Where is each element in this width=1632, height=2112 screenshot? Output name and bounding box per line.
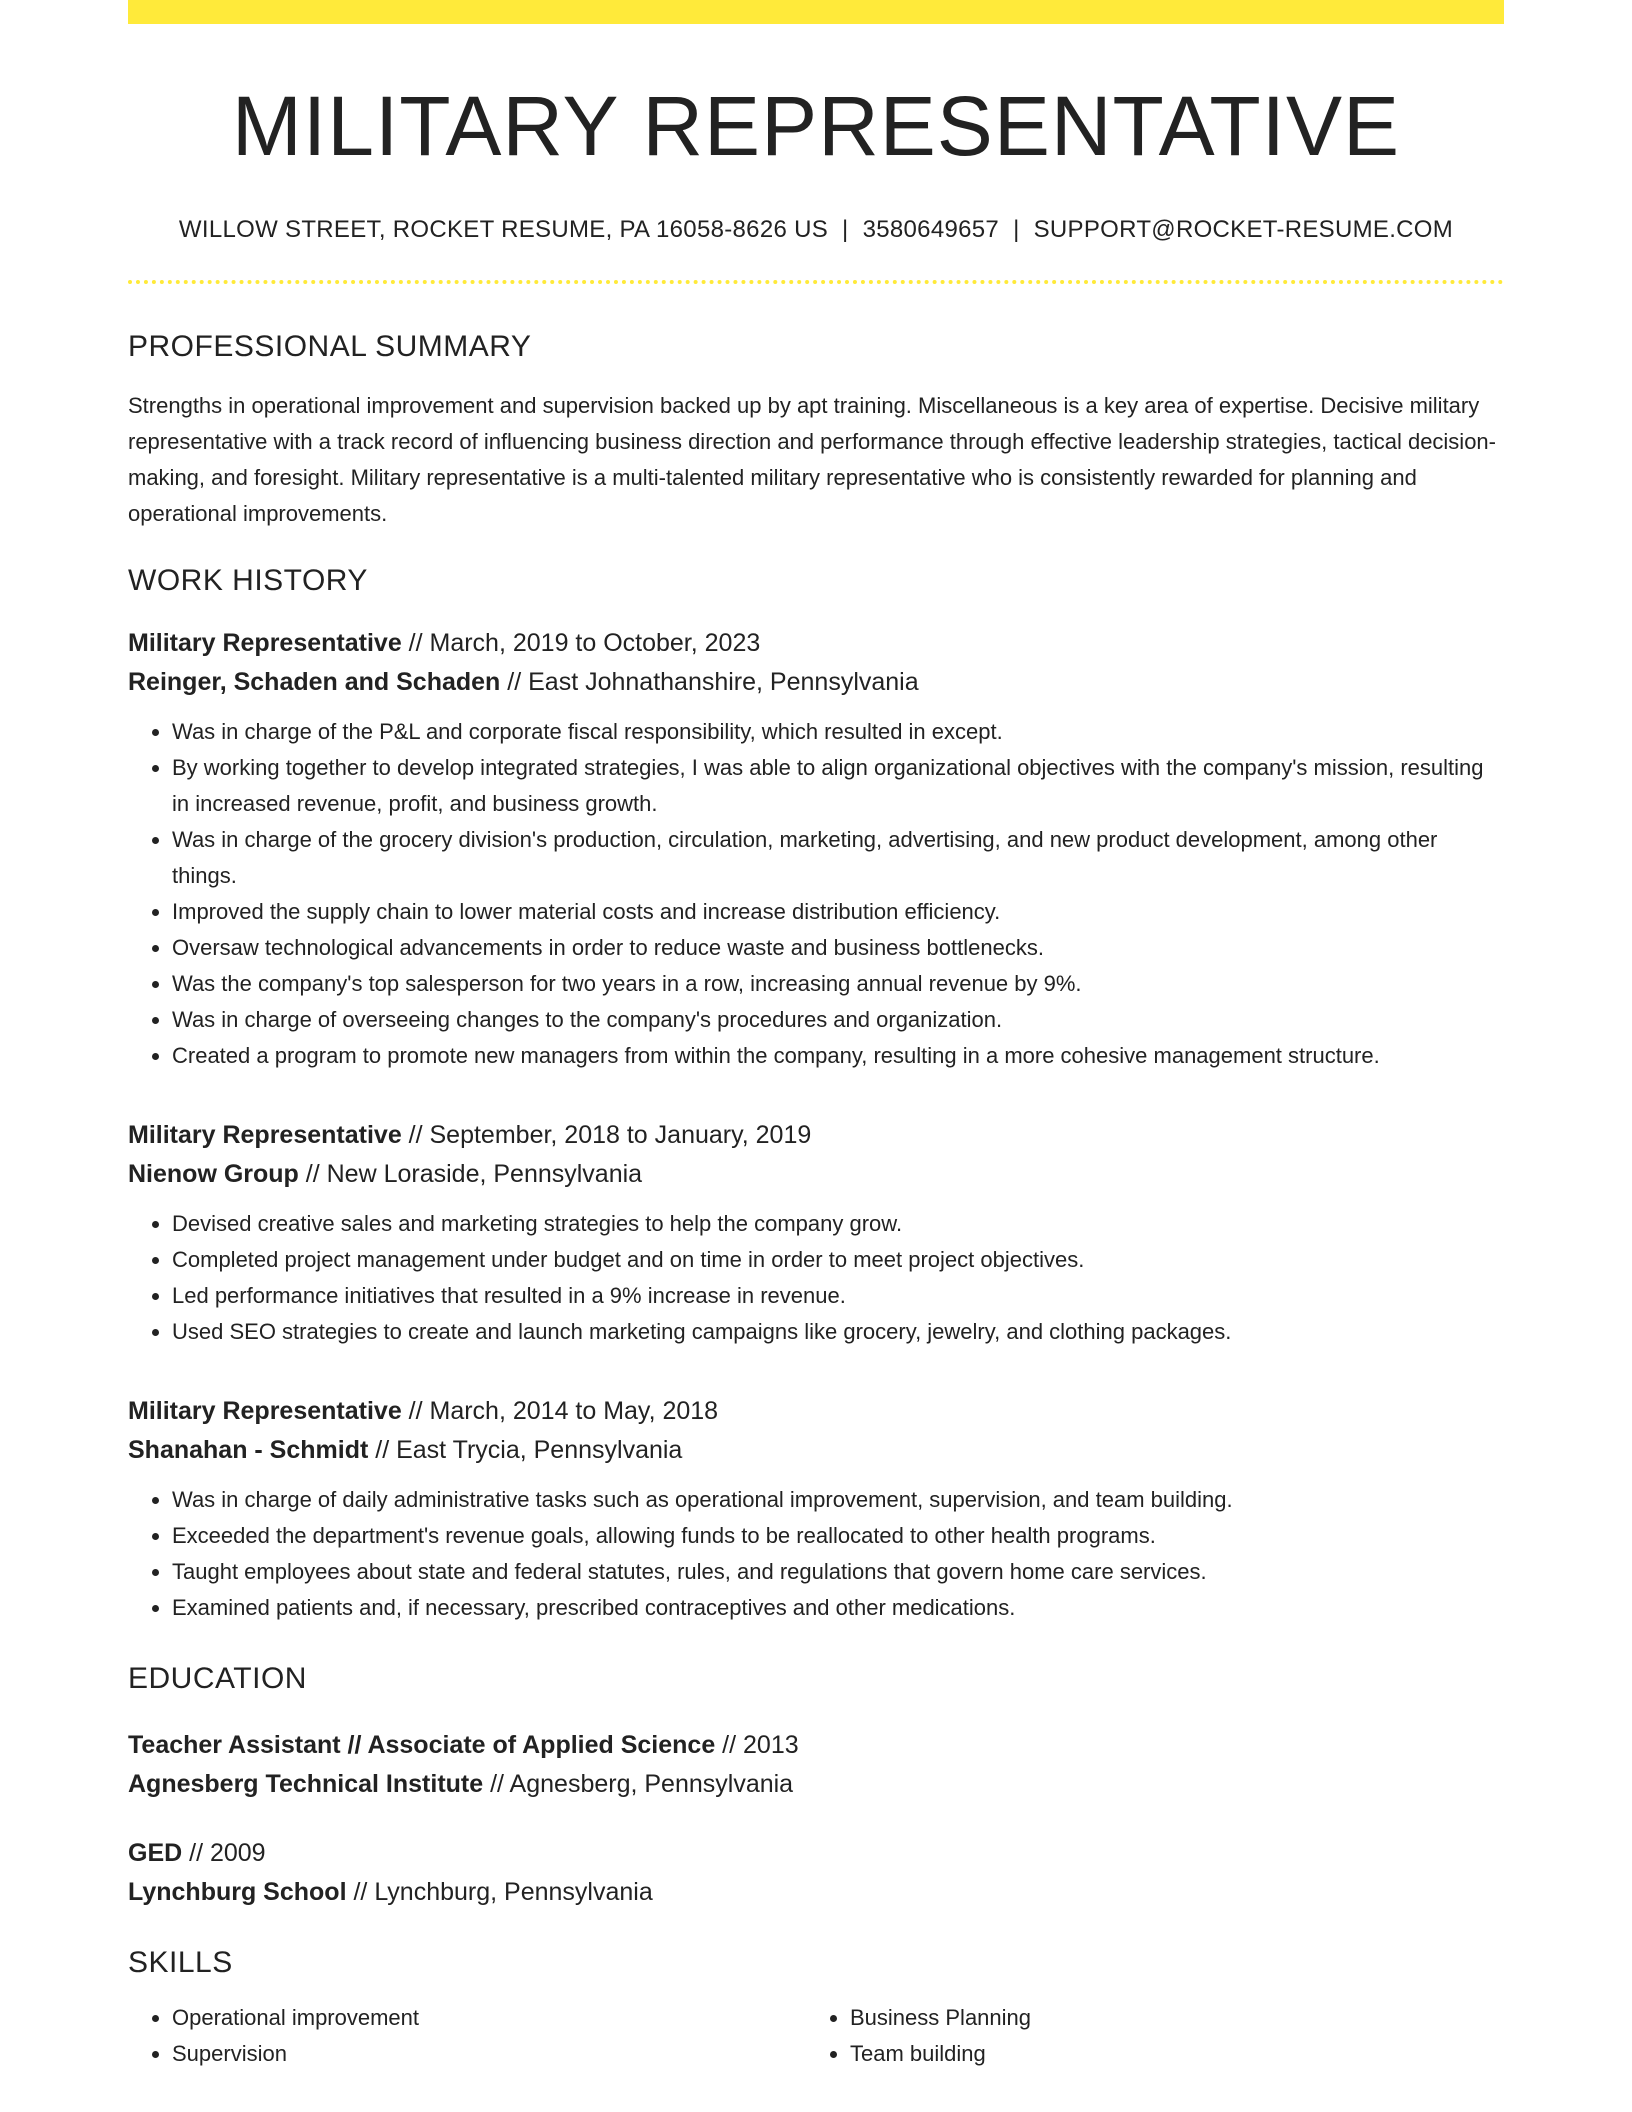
job-entry: [128, 1116, 1504, 1350]
dotted-divider: [128, 280, 1504, 284]
education-degree-line: [128, 1726, 1504, 1765]
job-dates: // March, 2014 to May, 2018: [401, 1397, 719, 1426]
job-bullet: • Devised creative sales and marketing strategies to help the company grow.: [172, 1206, 1504, 1242]
job-bullet: • Used SEO strategies to create and launch marketing campaigns like grocery, jewelry, and clothing packages.: [172, 1314, 1504, 1350]
job-company-line: [128, 1431, 1504, 1470]
job-role: Military Representative: [128, 1121, 402, 1150]
contact-phone: 3580649657: [862, 216, 1000, 244]
education-location: // Lynchburg, Pennsylvania: [346, 1878, 653, 1907]
job-company-line: [128, 663, 1504, 702]
job-bullet: • Improved the supply chain to lower material costs and increase distribution efficiency.: [172, 894, 1504, 930]
skill-item: • Supervision: [172, 2036, 806, 2072]
education-degree: GED: [128, 1839, 183, 1868]
summary-section-title: PROFESSIONAL SUMMARY: [128, 330, 532, 364]
resume-page: [128, 0, 1504, 2072]
job-location: // East Trycia, Pennsylvania: [368, 1436, 683, 1465]
job-bullet: • Was in charge of daily administrative tasks such as operational improvement, supervision, and team building.: [172, 1482, 1504, 1518]
job-role-line: [128, 1116, 1504, 1155]
job-bullet: • By working together to develop integrated strategies, I was able to align organizational objectives with the company's mission, resulting in increased revenue, profit, and business growth.: [172, 750, 1504, 822]
education-school: Agnesberg Technical Institute: [128, 1770, 484, 1799]
job-company: Reinger, Schaden and Schaden: [128, 668, 501, 697]
job-role: Military Representative: [128, 629, 402, 658]
contact-line: [128, 216, 1504, 244]
education-school-line: [128, 1765, 1504, 1804]
contact-separator: |: [1013, 216, 1020, 244]
job-bullet: • Was in charge of the P&L and corporate fiscal responsibility, which resulted in except.: [172, 714, 1504, 750]
job-dates: // March, 2019 to October, 2023: [401, 629, 761, 658]
job-entry: [128, 624, 1504, 1074]
education-location: // Agnesberg, Pennsylvania: [483, 1770, 794, 1799]
education-degree: Teacher Assistant // Associate of Applied Science: [128, 1731, 716, 1760]
job-company-line: [128, 1155, 1504, 1194]
education-school: Lynchburg School: [128, 1878, 347, 1907]
education-school-line: [128, 1873, 1504, 1912]
job-bullet: • Was in charge of the grocery division's production, circulation, marketing, advertising, and new product development, among other things.: [172, 822, 1504, 894]
job-bullet-list: [128, 1482, 1504, 1626]
job-bullet: • Taught employees about state and federal statutes, rules, and regulations that govern home care services.: [172, 1554, 1504, 1590]
skills-list-left: [128, 2000, 806, 2072]
job-bullet: • Examined patients and, if necessary, prescribed contraceptives and other medications.: [172, 1590, 1504, 1626]
job-role-line: [128, 624, 1504, 663]
job-location: // New Loraside, Pennsylvania: [298, 1160, 643, 1189]
job-bullet: • Created a program to promote new managers from within the company, resulting in a more cohesive management structure.: [172, 1038, 1504, 1074]
job-bullet-list: [128, 714, 1504, 1074]
job-location: // East Johnathanshire, Pennsylvania: [500, 668, 919, 697]
contact-email: SUPPORT@ROCKET-RESUME.COM: [1033, 216, 1454, 244]
job-role: Military Representative: [128, 1397, 402, 1426]
job-bullet: • Led performance initiatives that resulted in a 9% increase in revenue.: [172, 1278, 1504, 1314]
skills-section-title: SKILLS: [128, 1946, 233, 1980]
skills-grid: [128, 2000, 1504, 2072]
job-company: Nienow Group: [128, 1160, 299, 1189]
education-section-title: EDUCATION: [128, 1662, 307, 1696]
skill-item: • Business Planning: [850, 2000, 1504, 2036]
job-bullet: • Was in charge of overseeing changes to the company's procedures and organization.: [172, 1002, 1504, 1038]
summary-paragraph: Strengths in operational improvement and supervision backed up by apt training. Miscellaneous is a key area of expertise. Decisive military representative with a track record of influencing business direction and performance through effective leadership strategies, tactical decision-making, and foresight. Military representative is a multi-talented military representative who is consistently rewarded for planning and operational improvements.: [128, 393, 1496, 527]
education-entry: [128, 1834, 1504, 1912]
job-company: Shanahan - Schmidt: [128, 1436, 369, 1465]
job-bullet: • Exceeded the department's revenue goals, allowing funds to be reallocated to other health programs.: [172, 1518, 1504, 1554]
education-degree-line: [128, 1834, 1504, 1873]
job-bullet-list: [128, 1206, 1504, 1350]
job-bullet: • Oversaw technological advancements in order to reduce waste and business bottlenecks.: [172, 930, 1504, 966]
job-bullet: • Was the company's top salesperson for two years in a row, increasing annual revenue by 9%.: [172, 966, 1504, 1002]
work-history-section-title: WORK HISTORY: [128, 564, 368, 598]
job-role-line: [128, 1392, 1504, 1431]
education-entry: [128, 1726, 1504, 1804]
accent-top-bar: [128, 0, 1504, 24]
education-year: // 2013: [715, 1731, 799, 1760]
contact-separator: |: [842, 216, 849, 244]
contact-address: WILLOW STREET, ROCKET RESUME, PA 16058-8626 US: [178, 216, 829, 244]
skill-item: • Team building: [850, 2036, 1504, 2072]
resume-name-heading: MILITARY REPRESENTATIVE: [231, 79, 1401, 173]
job-bullet: • Completed project management under budget and on time in order to meet project objectives.: [172, 1242, 1504, 1278]
education-year: // 2009: [182, 1839, 266, 1868]
skill-item: • Operational improvement: [172, 2000, 806, 2036]
job-dates: // September, 2018 to January, 2019: [401, 1121, 812, 1150]
job-entry: [128, 1392, 1504, 1626]
skills-list-right: [806, 2000, 1504, 2072]
